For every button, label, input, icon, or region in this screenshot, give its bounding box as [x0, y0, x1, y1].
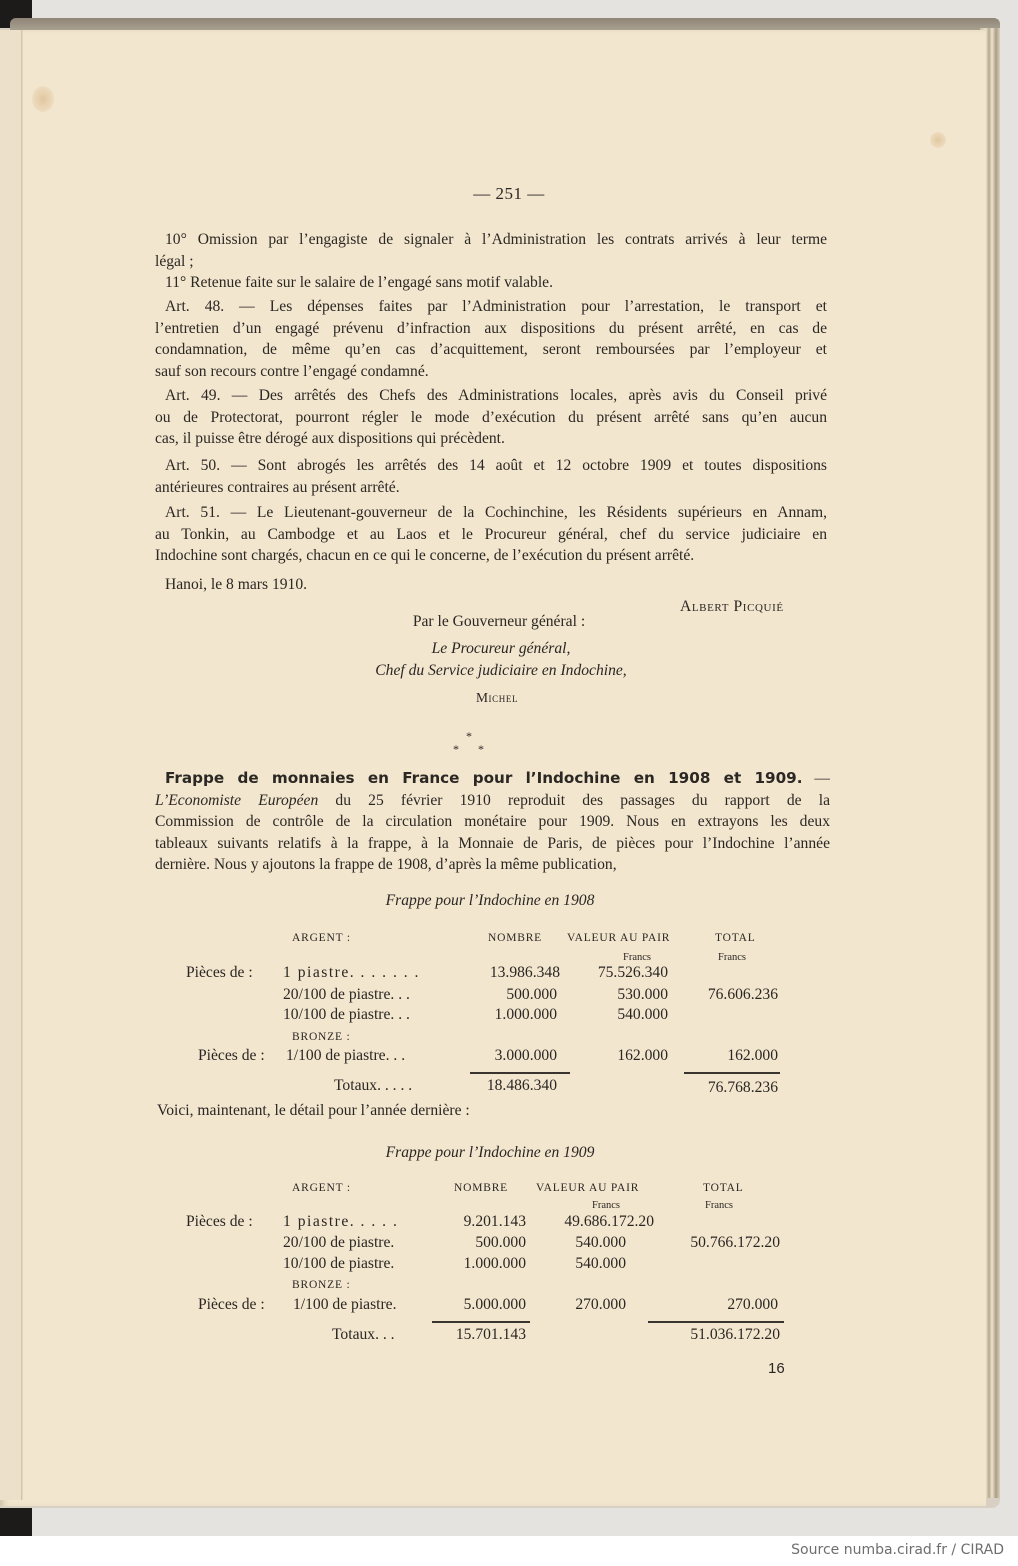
cell-nombre: 13.986.348 [489, 964, 560, 981]
text-line: Indochine sont chargés, chacun en ce qui le concerne, de l’exécution du présent arrêté. [155, 547, 695, 564]
totals-label: Totaux. . . . . [334, 1077, 413, 1094]
cell-nombre: 3.000.000 [494, 1047, 557, 1064]
table-title: Frappe pour l’Indochine en 1908 [385, 892, 595, 909]
header-bronze: BRONZE : [292, 1031, 351, 1043]
text-line: l’entretien d’un engagé prévenu d’infraction aux dispositions du présent arrêté, en cas de [155, 319, 827, 337]
section-title-line [165, 768, 830, 790]
row-label: 1 piastre. . . . . [283, 1213, 399, 1230]
transition-sentence: Voici, maintenant, le détail pour l’année dernière : [157, 1102, 470, 1119]
text-line: légal ; [155, 252, 194, 270]
row-label: 10/100 de piastre. [283, 1255, 395, 1272]
cell-valeur: 540.000 [575, 1234, 626, 1251]
row-label: 10/100 de piastre. . . [283, 1006, 410, 1023]
row-prefix: Pièces de : [186, 1213, 253, 1230]
paragraph-item-10 [155, 229, 827, 272]
cell-valeur: 270.000 [575, 1296, 626, 1313]
header-nombre: NOMBRE [488, 932, 543, 944]
sum-rule [432, 1321, 530, 1323]
cell-valeur: 49.686.172.20 [564, 1213, 654, 1230]
cell-nombre: 1.000.000 [494, 1006, 557, 1023]
page-gutter-line [21, 30, 23, 1500]
row-prefix: Pièces de : [198, 1047, 265, 1064]
previous-page-sliver [0, 30, 21, 1500]
header-total: TOTAL [703, 1182, 744, 1194]
paragraph-art-48 [155, 296, 827, 382]
cell-valeur: 530.000 [617, 986, 668, 1003]
text-line: cas, il puisse être dérogé aux dispositions qui précèdent. [155, 430, 505, 447]
text-line: condamnation, de même qu’en cas d’acquittement, seront remboursées par l’employeur et [155, 341, 827, 358]
totals-label: Totaux. . . [332, 1326, 395, 1343]
text-line [155, 790, 830, 812]
text-line: Art. 49. — Des arrêtés des Chefs des Administrations locales, après avis du Conseil privé [165, 387, 827, 404]
section-title: Frappe de monnaies en France pour l’Indochine en 1908 et 1909. [165, 769, 803, 787]
unit-valeur: Francs [592, 1200, 620, 1211]
text-line: antérieures contraires au présent arrêté. [155, 478, 400, 496]
cell-valeur: 162.000 [617, 1047, 668, 1064]
asterism-star: * [466, 729, 472, 743]
header-nombre: NOMBRE [454, 1182, 509, 1194]
sum-rule [684, 1072, 780, 1074]
text-line: Commission de contrôle de la circulation monétaire pour 1909. Nous en extrayons les deux [155, 813, 830, 830]
sum-rule [470, 1072, 570, 1074]
sum-rule [648, 1321, 784, 1323]
signature-mark: 16 [768, 1360, 785, 1377]
text-fragment: du 25 février 1910 reproduit des passages du rapport de la [318, 791, 830, 809]
text-line: ou de Protectorat, pourront régler le mode d’exécution du présent arrêté sans qu’en aucun [155, 408, 827, 426]
text-line: 10° Omission par l’engagiste de signaler à l’Administration les contrats arrivés à leur terme [165, 231, 827, 248]
asterism-star: * [453, 742, 459, 756]
row-label: 1/100 de piastre. [293, 1296, 397, 1313]
row-label: 20/100 de piastre. [283, 1234, 395, 1251]
cell-valeur: 540.000 [575, 1255, 626, 1272]
cell-total: 270.000 [727, 1296, 778, 1313]
place-date: Hanoi, le 8 mars 1910. [165, 576, 308, 593]
text-line: sauf son recours contre l’engagé condamné. [155, 362, 429, 380]
table-title: Frappe pour l’Indochine en 1909 [385, 1144, 595, 1161]
cell-valeur: 75.526.340 [597, 964, 668, 981]
source-credit: Source numba.cirad.fr / CIRAD [791, 1542, 1004, 1558]
row-label: 1 piastre. . . . . . . [283, 964, 420, 981]
row-prefix: Pièces de : [198, 1296, 265, 1313]
row-label: 1/100 de piastre. . . [286, 1047, 406, 1064]
cell-total: 50.766.172.20 [690, 1234, 780, 1251]
section-title-dash: — [802, 770, 831, 787]
cell-nombre: 9.201.143 [463, 1213, 526, 1230]
unit-valeur: Francs [623, 952, 651, 963]
total-nombre: 15.701.143 [455, 1326, 526, 1343]
row-prefix: Pièces de : [186, 964, 253, 981]
cell-nombre: 500.000 [506, 986, 557, 1003]
cell-nombre: 5.000.000 [463, 1296, 526, 1313]
paragraph-art-51 [155, 502, 827, 567]
by-governor-line: Par le Gouverneur général : [412, 613, 586, 630]
procureur-name: Michel [475, 690, 519, 705]
unit-total: Francs [718, 952, 746, 963]
procureur-title-line1: Le Procureur général, [431, 640, 571, 657]
procureur-title-line2: Chef du Service judiciaire en Indochine, [375, 662, 627, 679]
page-number: — 251 — [473, 184, 545, 203]
text-line: Art. 50. — Sont abrogés les arrêtés des 14 août et 12 octobre 1909 et toutes dispositions [165, 457, 827, 474]
cell-nombre: 1.000.000 [463, 1255, 526, 1272]
paragraph-art-49 [155, 385, 827, 450]
header-bronze: BRONZE : [292, 1279, 351, 1291]
cell-total: 76.606.236 [707, 986, 778, 1003]
cell-valeur: 540.000 [617, 1006, 668, 1023]
foxing-stain [930, 132, 946, 148]
asterism-star: * [478, 742, 484, 756]
total-francs: 76.768.236 [707, 1079, 778, 1096]
header-argent: ARGENT : [292, 932, 351, 944]
unit-total: Francs [705, 1200, 733, 1211]
source-publication: L’Economiste Européen [155, 791, 319, 809]
header-argent: ARGENT : [292, 1182, 351, 1194]
header-valeur: VALEUR AU PAIR [536, 1182, 640, 1194]
cell-nombre: 500.000 [475, 1234, 526, 1251]
text-line: 11° Retenue faite sur le salaire de l’engagé sans motif valable. [165, 274, 553, 291]
cell-total: 162.000 [727, 1047, 778, 1064]
section-paragraph [155, 768, 831, 876]
header-valeur: VALEUR AU PAIR [567, 932, 671, 944]
total-nombre: 18.486.340 [486, 1077, 557, 1094]
row-label: 20/100 de piastre. . . [283, 986, 410, 1003]
text-line: Art. 51. — Le Lieutenant-gouverneur de la Cochinchine, les Résidents supérieurs en Annam, [165, 504, 827, 521]
paragraph-item-11 [165, 272, 827, 294]
text-line: au Tonkin, au Cambodge et au Laos et le Procureur général, chef du service judiciaire en [155, 525, 827, 543]
paragraph-art-50 [155, 455, 827, 498]
signatory-name: Albert Picquié [680, 598, 784, 615]
text-line: Art. 48. — Les dépenses faites par l’Administration pour l’arrestation, le transport et [165, 298, 827, 315]
foxing-stain [32, 86, 54, 112]
text-line: tableaux suivants relatifs à la frappe, à la Monnaie de Paris, de pièces pour l’Indochine l’année [155, 834, 830, 852]
header-total: TOTAL [715, 932, 756, 944]
text-line: dernière. Nous y ajoutons la frappe de 1908, d’après la même publication, [155, 856, 617, 873]
total-francs: 51.036.172.20 [690, 1326, 780, 1343]
